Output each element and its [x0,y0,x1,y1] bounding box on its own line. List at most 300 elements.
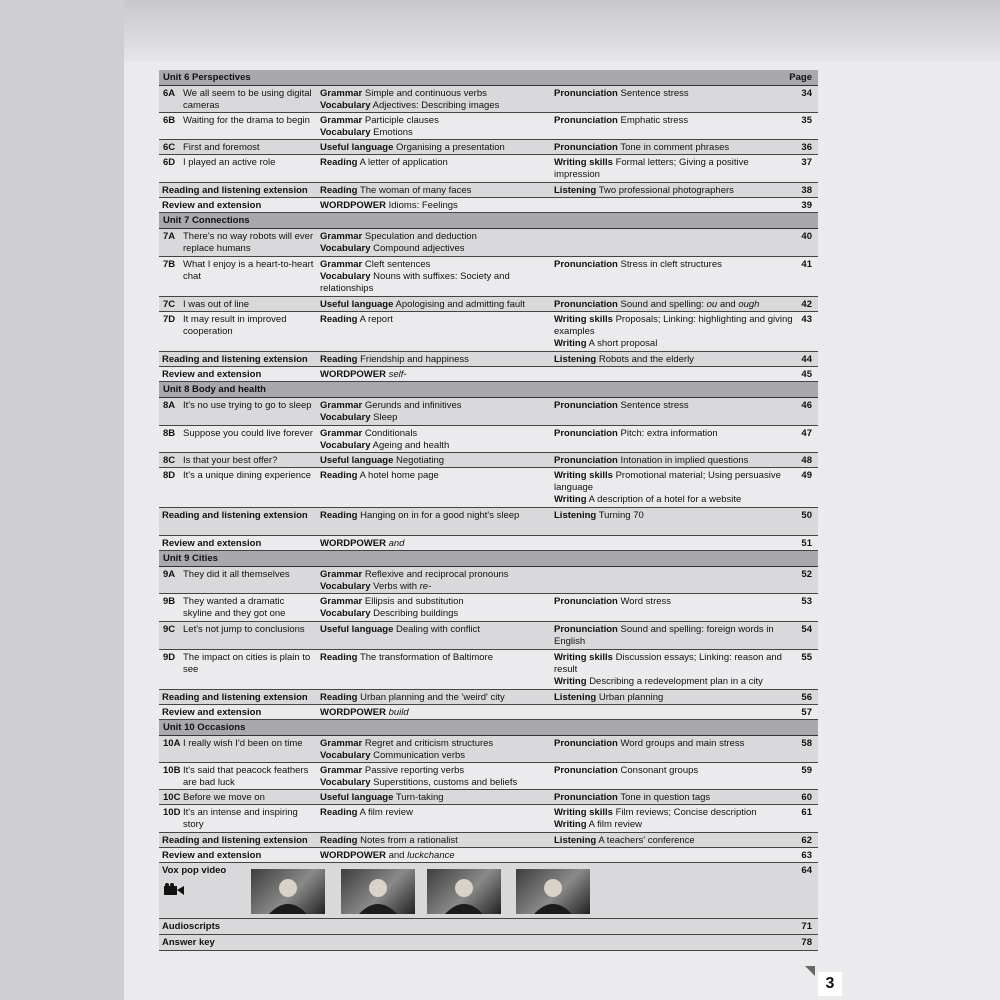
entry-key: Pronunciation [554,115,618,126]
entry-key: Grammar [320,231,363,242]
lesson-row [159,736,818,763]
entry-key: WORDPOWER [320,850,386,861]
entry-value: Adjectives: Describing images [372,100,500,111]
language-column [320,850,548,862]
entry-key: Listening [554,354,597,365]
lesson-row [159,155,818,183]
entry [554,835,794,847]
entry-value: and [717,299,739,310]
page-ref: 57 [801,707,812,718]
entry-key: Pronunciation [554,455,618,466]
language-column [320,792,548,804]
page-ref: 48 [801,455,812,466]
entry-key: WORDPOWER [320,200,386,211]
entry-key: WORDPOWER [320,538,386,549]
entry-value: Organising a presentation [396,142,505,153]
page-ref: 46 [801,400,812,411]
unit-header [159,70,818,86]
extra-row [159,919,818,935]
entry [320,765,548,777]
entry-value: Sentence stress [620,88,689,99]
section-label: Answer key [162,937,215,948]
entry-value: Gerunds and infinitives [364,400,462,411]
language-column [320,707,548,719]
extra-row [159,935,818,951]
extension-row [159,536,818,551]
lesson-code: 6D [163,157,176,168]
entry [320,115,548,127]
entry-key: Pronunciation [554,624,618,635]
page-ref: 58 [801,738,812,749]
entry-value: A letter of application [359,157,448,168]
entry [320,259,548,271]
page-ref: 51 [801,538,812,549]
entry [554,157,794,181]
lesson-title: It may result in improved cooperation [183,314,287,337]
page-corner-mark [805,966,815,976]
entry-key: Writing skills [554,652,613,663]
video-thumbnail [427,869,501,914]
page-ref: 37 [801,157,812,168]
lesson-row [159,297,818,312]
lesson-row [159,805,818,833]
lesson-title: It's an intense and inspiring story [183,807,298,830]
entry [320,369,548,381]
entry-value: A film review [588,819,642,830]
lesson-title: First and foremost [183,142,260,153]
lesson-code: 9D [163,652,176,663]
entry [554,494,794,506]
page-ref: 36 [801,142,812,153]
entry [320,127,548,139]
lesson-title: They did it all themselves [183,569,290,580]
entry [554,765,794,777]
page-ref: 35 [801,115,812,126]
lesson-row [159,453,818,468]
entry-key: Grammar [320,765,363,776]
lesson-title: I played an active role [183,157,276,168]
entry-value: Urban planning [598,692,664,703]
section-label: Reading and listening extension [162,185,308,196]
entry-key: Vocabulary [320,440,371,451]
entry-value: Sentence stress [620,400,689,411]
page-ref: 52 [801,569,812,580]
page-column-header: Page [789,72,812,83]
entry [320,271,548,295]
entry [320,200,548,212]
page-ref: 42 [801,299,812,310]
entry-value: Word stress [620,596,672,607]
page-ref: 45 [801,369,812,380]
page-ref: 41 [801,259,812,270]
section-label: Reading and listening extension [162,354,308,365]
extension-row [159,367,818,382]
entry-value: A film review [359,807,413,818]
lesson-code: 6A [163,88,176,99]
entry [554,400,794,412]
language-column [320,142,548,154]
skills-column [554,400,794,412]
section-label: Review and extension [162,369,262,380]
entry-key: Reading [320,314,358,325]
language-column [320,692,548,704]
section-label: Vox pop video [162,865,227,876]
unit-title: Unit 8 Body and health [163,384,266,395]
lesson-code: 7B [163,259,176,270]
entry [554,819,794,831]
page-ref: 56 [801,692,812,703]
skills-column [554,624,794,648]
lesson-title: There's no way robots will ever replace humans [183,231,314,254]
entry-value: The woman of many faces [359,185,472,196]
entry [320,596,548,608]
language-column [320,259,548,295]
page-ref: 55 [801,652,812,663]
entry-key: Useful language [320,624,394,635]
entry-value: re- [419,581,432,592]
skills-column [554,115,794,127]
entry [320,792,548,804]
entry-value: A description of a hotel for a website [588,494,742,505]
entry-value: Turning 70 [598,510,644,521]
lesson-row [159,426,818,453]
entry [554,88,794,100]
language-column [320,470,548,482]
language-column [320,369,548,381]
lesson-title: Waiting for the drama to begin [183,115,310,126]
entry-key: Reading [320,807,358,818]
entry-key: Useful language [320,299,394,310]
skills-column [554,88,794,100]
lesson-code: 7D [163,314,176,325]
entry-value: Describing buildings [373,608,459,619]
entry-value: build [388,707,409,718]
entry [554,338,794,350]
entry [320,581,548,593]
entry [554,115,794,127]
lesson-code: 6B [163,115,176,126]
lesson-code: 8D [163,470,176,481]
page-ref: 59 [801,765,812,776]
entry [554,807,794,819]
entry-key: Writing [554,494,587,505]
entry-value: Communication verbs [373,750,466,761]
section-label: Audioscripts [162,921,221,932]
entry-value: A short proposal [588,338,658,349]
skills-column [554,765,794,777]
entry-key: Vocabulary [320,750,371,761]
entry-key: Vocabulary [320,608,371,619]
entry-key: Vocabulary [320,777,371,788]
entry-value: Promotional material; Using persuasive language [554,470,781,493]
entry-key: Pronunciation [554,142,618,153]
entry [554,354,794,366]
entry-value: Pitch: extra information [620,428,718,439]
entry-key: Grammar [320,738,363,749]
video-thumbnail [516,869,590,914]
entry-value: Emotions [373,127,413,138]
language-column [320,428,548,452]
unit-title: Unit 6 Perspectives [163,72,251,83]
page-ref: 39 [801,200,812,211]
entry-key: Listening [554,185,597,196]
entry [320,299,548,311]
entry-value: Simple and continuous verbs [364,88,487,99]
language-column [320,200,548,212]
lesson-code: 10A [163,738,181,749]
lesson-code: 7A [163,231,176,242]
section-label: Reading and listening extension [162,835,308,846]
video-camera-icon [163,883,185,901]
entry-key: Reading [320,470,358,481]
entry-value: Urban planning and the 'weird' city [360,692,505,703]
skills-column [554,738,794,750]
lesson-row [159,229,818,257]
entry-key: Pronunciation [554,400,618,411]
lesson-row [159,140,818,155]
unit-header [159,720,818,736]
entry [320,608,548,620]
entry [320,692,548,704]
entry-value: Word groups and main stress [620,738,745,749]
entry-value: luck [407,850,425,861]
entry-key: Pronunciation [554,738,618,749]
entry-key: Writing [554,338,587,349]
entry-key: Writing [554,819,587,830]
lesson-title: Is that your best offer? [183,455,278,466]
entry [554,428,794,440]
section-label: Reading and listening extension [162,510,308,521]
entry-key: Writing skills [554,470,613,481]
language-column [320,185,548,197]
skills-column [554,596,794,608]
entry-value: Sound and spelling: foreign words in English [554,624,774,647]
lesson-row [159,113,818,140]
entry-key: Pronunciation [554,596,618,607]
entry-value: Discussion essays; Linking: reason and result [554,652,782,675]
page-ref: 43 [801,314,812,325]
lesson-row [159,567,818,594]
lesson-code: 9C [163,624,176,635]
lesson-code: 10D [163,807,181,818]
page-ref: 38 [801,185,812,196]
extension-row [159,198,818,213]
entry-value: Proposals; Linking: highlighting and giving examples [554,314,793,337]
page-ref: 61 [801,807,812,818]
page-ref: 60 [801,792,812,803]
unit-title: Unit 10 Occasions [163,722,246,733]
page-ref: 49 [801,470,812,481]
extension-row [159,833,818,848]
section-label: Review and extension [162,200,262,211]
entry-value: Two professional photographers [598,185,734,196]
entry-value: Dealing with conflict [396,624,480,635]
entry-value: The transformation of Baltimore [359,652,494,663]
entry-key: Grammar [320,88,363,99]
entry-value: Robots and the elderly [598,354,694,365]
unit-header [159,551,818,567]
entry [554,455,794,467]
entry-value: Passive reporting verbs [364,765,465,776]
entry-value: Speculation and deduction [364,231,477,242]
language-column [320,835,548,847]
entry-value: and [388,850,408,861]
entry-value: Negotiating [396,455,445,466]
entry-key: Vocabulary [320,412,371,423]
lesson-row [159,86,818,113]
entry-value: A hotel home page [359,470,439,481]
lesson-title: What I enjoy is a heart-to-heart chat [183,259,314,282]
lesson-row [159,398,818,426]
entry [320,400,548,412]
skills-column [554,157,794,183]
entry [554,470,794,494]
lesson-title: It's a unique dining experience [183,470,312,481]
skills-column [554,510,794,522]
entry [320,850,548,862]
entry-value: chance [424,850,455,861]
entry-key: Useful language [320,455,394,466]
entry-key: Writing skills [554,807,613,818]
entry-key: Grammar [320,115,363,126]
entry-value: Film reviews; Concise description [615,807,757,818]
entry-value: Formal letters; Giving a positive impression [554,157,749,180]
extension-row [159,508,818,536]
entry [554,792,794,804]
entry-key: Listening [554,835,597,846]
lesson-code: 6C [163,142,176,153]
entry [320,750,548,762]
entry-value: Consonant groups [620,765,699,776]
entry-key: Grammar [320,400,363,411]
lesson-code: 9A [163,569,176,580]
entry-value: Superstitions, customs and beliefs [373,777,518,788]
unit-title: Unit 9 Cities [163,553,218,564]
lesson-title: It's no use trying to go to sleep [183,400,312,411]
language-column [320,455,548,467]
entry-value: Participle clauses [364,115,439,126]
entry [320,142,548,154]
entry [320,538,548,550]
lesson-code: 8A [163,400,176,411]
lesson-code: 10C [163,792,181,803]
lesson-row [159,763,818,790]
entry [320,440,548,452]
entry-key: Reading [320,510,358,521]
entry [320,354,548,366]
skills-column [554,354,794,366]
entry-value: Ellipsis and substitution [364,596,464,607]
entry [554,676,794,688]
entry [554,314,794,338]
lesson-title: Let's not jump to conclusions [183,624,305,635]
lesson-title: It's said that peacock feathers are bad luck [183,765,309,788]
section-label: Review and extension [162,707,262,718]
page-number: 3 [818,972,842,996]
entry-key: Useful language [320,142,394,153]
page-ref: 53 [801,596,812,607]
entry-key: Listening [554,692,597,703]
entry [320,652,548,664]
page-ref: 71 [801,921,812,932]
entry [320,157,548,169]
entry-value: Turn-taking [395,792,444,803]
section-label: Reading and listening extension [162,692,308,703]
language-column [320,115,548,139]
language-column [320,88,548,112]
entry-value: Cleft sentences [364,259,431,270]
page-ref: 47 [801,428,812,439]
section-label: Review and extension [162,538,262,549]
entry-key: Writing [554,676,587,687]
entry-value: Intonation in implied questions [620,455,749,466]
skills-column [554,428,794,440]
entry [320,807,548,819]
entry [320,624,548,636]
entry [554,738,794,750]
entry-key: Vocabulary [320,271,371,282]
entry-value: Hanging on in for a good night's sleep [360,510,520,521]
language-column [320,299,548,311]
entry [320,569,548,581]
skills-column [554,692,794,704]
entry [320,470,548,482]
page-ref: 54 [801,624,812,635]
entry [320,231,548,243]
entry-key: Grammar [320,428,363,439]
entry [320,510,548,522]
language-column [320,624,548,636]
page-ref: 50 [801,510,812,521]
language-column [320,510,548,522]
page-ref: 63 [801,850,812,861]
language-column [320,314,548,326]
table-of-contents [159,70,818,951]
skills-column [554,807,794,831]
skills-column [554,652,794,688]
entry [320,314,548,326]
lesson-row [159,468,818,508]
entry-value: Emphatic stress [620,115,689,126]
entry-value: Compound adjectives [373,243,465,254]
entry-key: Pronunciation [554,428,618,439]
entry-value: Idioms: Feelings [388,200,458,211]
entry-key: Reading [320,692,358,703]
lesson-row [159,790,818,805]
lesson-title: Before we move on [183,792,265,803]
entry [554,259,794,271]
entry-key: WORDPOWER [320,707,386,718]
entry-value: self- [388,369,407,380]
entry-value: Nouns with suffixes: Society and relationships [320,271,510,294]
entry [554,652,794,676]
entry-key: Grammar [320,596,363,607]
entry-key: Reading [320,157,358,168]
entry [554,299,794,311]
lesson-row [159,650,818,690]
entry-key: Vocabulary [320,243,371,254]
lesson-code: 9B [163,596,176,607]
skills-column [554,792,794,804]
extension-row [159,183,818,198]
entry-key: Useful language [320,792,394,803]
entry-key: Listening [554,510,597,521]
entry [554,142,794,154]
entry-key: Grammar [320,569,363,580]
entry-value: Tone in comment phrases [620,142,730,153]
entry-value: ough [738,299,760,310]
lesson-title: I really wish I'd been on time [183,738,303,749]
